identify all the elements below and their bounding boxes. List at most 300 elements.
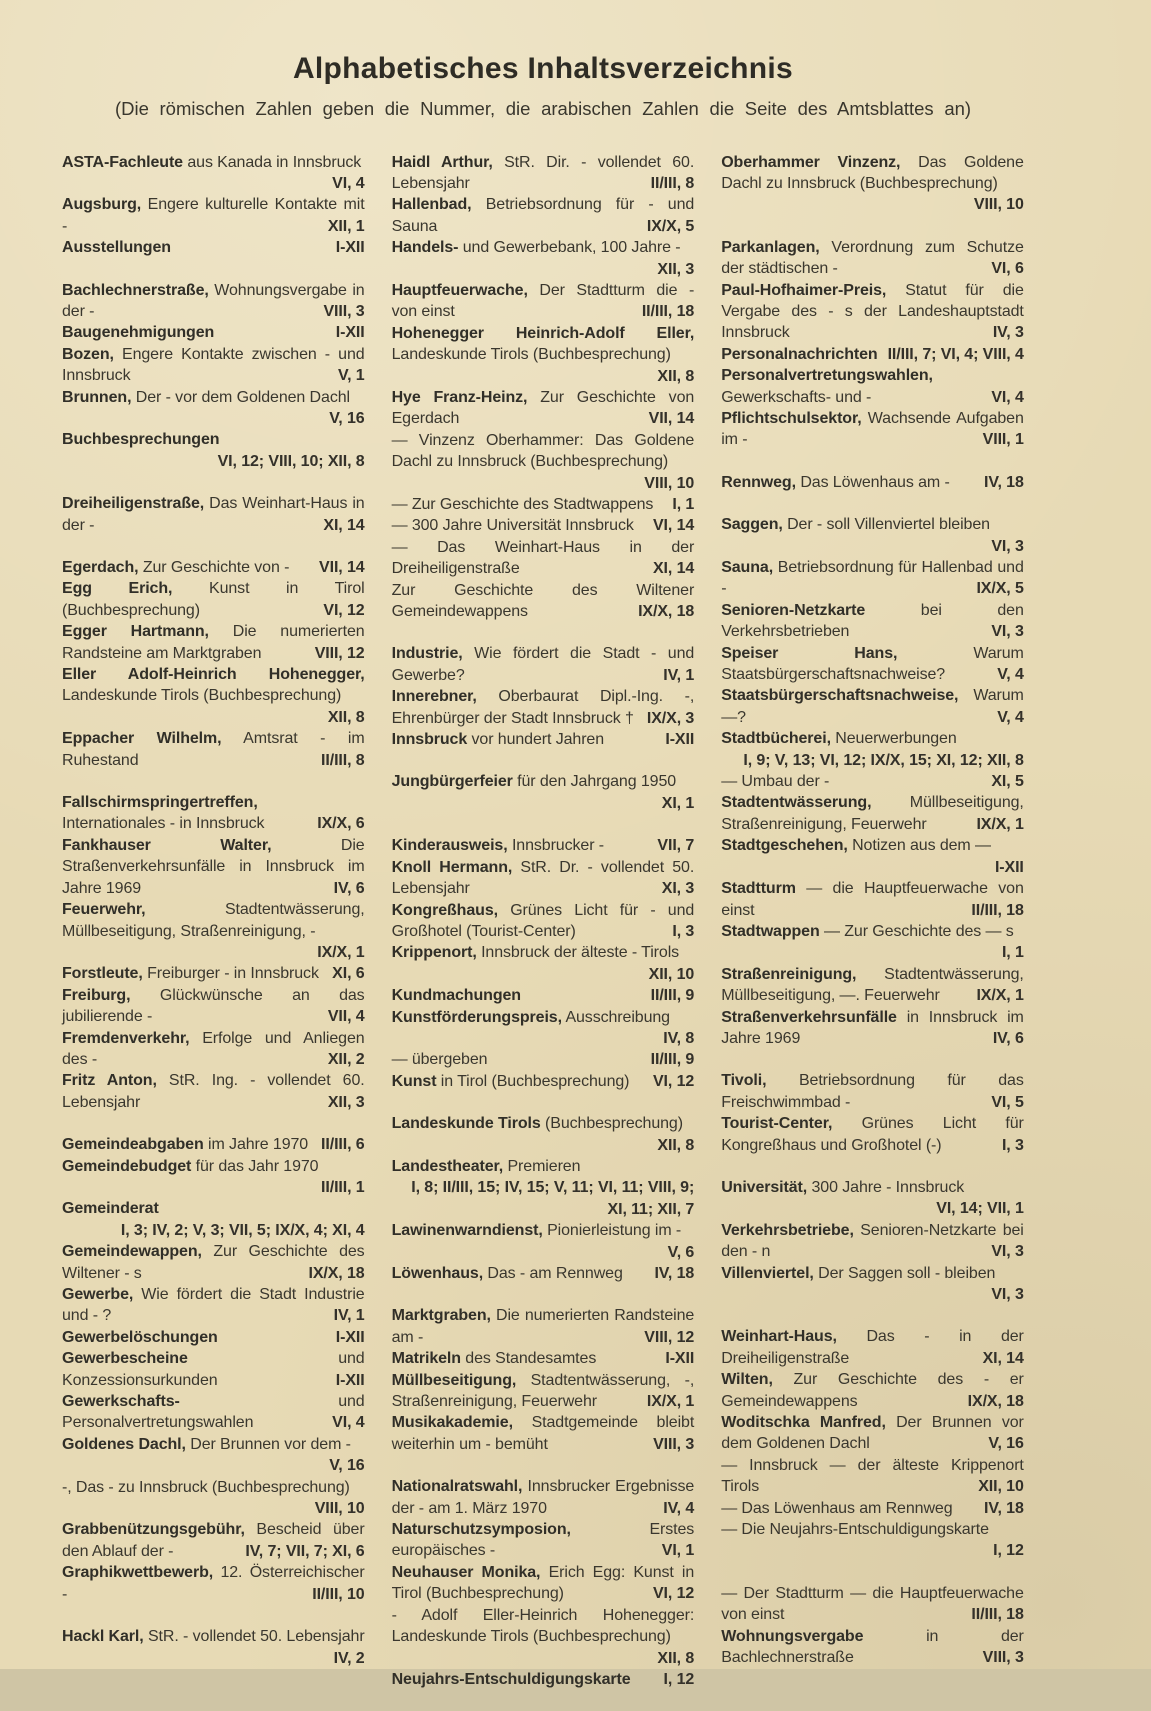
entry-reference: II/III, 18	[632, 301, 694, 322]
entry-headword: Fremdenverkehr,	[62, 1030, 189, 1047]
entry-headword: Gemeindeabgaben	[62, 1136, 204, 1153]
entry-headword: Fritz Anton,	[62, 1072, 157, 1089]
entry-text: StR. Dr. - vollendet 50. Lebensjahr	[392, 859, 695, 897]
entry-text: Glückwünsche an das jubilierende -	[62, 987, 365, 1025]
index-entry	[392, 1519, 695, 1562]
entry-text: Zur Geschichte von Egerdach	[392, 389, 695, 427]
entry-text: Landeskunde Tirols (Buchbesprechung)	[62, 687, 341, 704]
entry-headword: Straßenreinigung,	[721, 966, 856, 983]
entry-text: — Die Neujahrs-Entschuldigungskarte	[721, 1521, 989, 1538]
entry-text: Premieren	[507, 1158, 580, 1175]
entry-headword: Innsbruck	[392, 731, 468, 748]
entry-text: Grünes Licht für Kongreßhaus und Großhotel (-)	[721, 1115, 1024, 1153]
index-entry	[721, 408, 1024, 451]
entry-reference: VIII, 12	[634, 1327, 694, 1348]
entry-reference: VI, 4	[322, 1412, 364, 1433]
index-entry	[721, 1326, 1024, 1369]
index-entry	[721, 1455, 1024, 1498]
entry-reference: VIII, 1	[973, 429, 1024, 450]
index-entry	[62, 1477, 365, 1520]
index-entry	[721, 237, 1024, 280]
entry-reference: VI, 14; VII, 1	[926, 1198, 1024, 1219]
entry-headword: Eppacher Wilhelm,	[62, 730, 222, 747]
index-group	[392, 152, 695, 623]
entry-headword: Speiser Hans,	[721, 645, 897, 662]
entry-text: — die Hauptfeuerwache von einst	[721, 880, 1024, 918]
entry-reference: II/III, 10	[302, 1584, 364, 1605]
entry-headword: Personalvertretungswahlen,	[721, 367, 933, 384]
entry-reference: XII, 3	[647, 259, 694, 280]
entry-headword: Eller Adolf-Heinrich Hohenegger,	[62, 666, 365, 683]
entry-reference: I, 3	[662, 921, 694, 942]
entry-reference: VI, 3	[981, 1241, 1023, 1262]
entry-text: Das - in der Dreiheiligenstraße	[721, 1328, 1024, 1366]
entry-text: Das Löwenhaus am -	[800, 474, 949, 491]
index-entry	[721, 1519, 1024, 1562]
entry-text: in Innsbruck im Jahre 1969	[721, 1009, 1024, 1047]
entry-headword: Marktgraben,	[392, 1307, 491, 1324]
index-entry	[392, 280, 695, 323]
page-header	[62, 0, 1024, 120]
index-entry	[62, 1562, 365, 1605]
index-entry	[62, 429, 365, 472]
index-entry	[721, 835, 1024, 878]
entry-text: Engere Kontakte zwischen - und Innsbruck	[62, 346, 365, 384]
entry-text: Das - am Rennweg	[487, 1265, 622, 1282]
index-entry	[62, 493, 365, 536]
entry-text: Stadtentwässerung, Müllbeseitigung, —. Feuerwehr	[721, 966, 1024, 1004]
entry-reference: I-XII	[655, 729, 694, 750]
entry-headword: Lawinenwarndienst,	[392, 1222, 543, 1239]
entry-reference: I, 12	[654, 1669, 695, 1690]
entry-headword: Stadtbücherei,	[721, 730, 831, 747]
entry-headword: Egg Erich,	[62, 580, 172, 597]
index-entry	[62, 237, 365, 258]
entry-text: Freiburger - in Innsbruck	[147, 965, 319, 982]
entry-headword: Freiburg,	[62, 987, 130, 1004]
entry-text: 12. Österreichischer -	[62, 1564, 365, 1602]
entry-headword: Stadtentwässerung,	[721, 794, 871, 811]
entry-headword: Innerebner,	[392, 688, 477, 705]
entry-reference: IX/X, 1	[966, 985, 1023, 1006]
index-entry	[392, 1049, 695, 1070]
index-entry	[62, 280, 365, 323]
entry-text: Erstes europäisches -	[392, 1521, 695, 1559]
entry-text: Müllbeseitigung, Straßenreinigung, Feuerwehr	[721, 794, 1024, 832]
index-entry	[392, 1220, 695, 1263]
entry-text: bei den Verkehrsbetrieben	[721, 602, 1024, 640]
entry-text: in Tirol (Buchbesprechung)	[441, 1073, 630, 1090]
entry-text: Betriebsordnung für - und Sauna	[392, 196, 695, 234]
entry-reference: VII, 14	[639, 408, 695, 429]
entry-text: Senioren-Netzkarte bei den - n	[721, 1222, 1024, 1260]
entry-text: — Zur Geschichte des Stadtwappens	[392, 496, 654, 513]
entry-reference: XI, 3	[652, 878, 694, 899]
entry-headword: Woditschka Manfred,	[721, 1414, 886, 1431]
entry-reference: I, 1	[992, 942, 1024, 963]
entry-reference: IV, 6	[324, 878, 365, 899]
entry-reference: II/III, 8	[641, 173, 695, 194]
entry-headword: Stadtturm	[721, 880, 796, 897]
entry-text: 300 Jahre - Innsbruck	[812, 1179, 965, 1196]
entry-text: — Das Weinhart-Haus in der Dreiheiligenstraße	[392, 539, 695, 577]
entry-text: des Standesamtes	[465, 1350, 596, 1367]
entry-reference: XII, 1	[318, 216, 365, 237]
index-entry	[721, 685, 1024, 728]
entry-reference: XII, 3	[318, 1092, 365, 1113]
entry-headword: Universität,	[721, 1179, 807, 1196]
index-entry	[392, 237, 695, 280]
index-entry	[62, 1156, 365, 1199]
entry-headword: Industrie,	[392, 645, 463, 662]
entry-text: Oberbaurat Dipl.-Ing. -, Ehrenbürger der Stadt Innsbruck †	[392, 688, 695, 726]
index-entry	[392, 494, 695, 515]
index-entry	[62, 344, 365, 387]
entry-reference: VIII, 10	[634, 473, 694, 494]
index-entry	[62, 1327, 365, 1348]
index-entry	[392, 1113, 695, 1156]
entry-text: Statut für die Vergabe des - s der Landeshauptstadt Innsbruck	[721, 282, 1024, 342]
entry-reference: IX/X, 5	[966, 578, 1023, 599]
index-entry	[392, 835, 695, 856]
entry-reference: XII, 8	[647, 1648, 694, 1669]
entry-text: Wohnungsvergabe in der -	[62, 282, 365, 320]
entry-headword: Kundmachungen	[392, 987, 521, 1004]
entry-headword: Landestheater,	[392, 1158, 504, 1175]
entry-text: Wie fördert die Stadt - und Gewerbe?	[392, 645, 695, 683]
index-group	[62, 792, 365, 1113]
entry-text: (Buchbesprechung)	[545, 1115, 683, 1132]
entry-headword: Fankhauser Walter,	[62, 837, 271, 854]
index-group	[721, 1070, 1024, 1156]
index-entry	[62, 322, 365, 343]
entry-reference: IX/X, 18	[628, 601, 694, 622]
entry-headword: Müllbeseitigung,	[392, 1372, 517, 1389]
entry-reference: I, 8; II/III, 15; IV, 15; V, 11; VI, 11; VIII, 9; XI, 11; XII, 7	[392, 1177, 695, 1220]
entry-text: Der Brunnen vor dem -	[190, 1436, 351, 1453]
entry-reference: I-XII	[326, 1327, 365, 1348]
index-entry	[392, 1605, 695, 1669]
index-group	[721, 237, 1024, 451]
entry-headword: Kongreßhaus,	[392, 902, 498, 919]
entry-reference: VIII, 3	[643, 1434, 694, 1455]
index-group	[62, 557, 365, 771]
entry-reference: IV, 7; VII, 7; XI, 6	[235, 1541, 364, 1562]
entry-headword: Knoll Hermann,	[392, 859, 513, 876]
index-entry	[721, 728, 1024, 771]
entry-text: Stadtentwässerung, -, Straßenreinigung, Feuerwehr	[392, 1372, 695, 1410]
entry-headword: Wilten,	[721, 1371, 773, 1388]
index-entry	[392, 643, 695, 686]
entry-text: Der Brunnen vor dem Goldenen Dachl	[721, 1414, 1024, 1452]
entry-reference: XII, 2	[318, 1049, 365, 1070]
entry-reference: IX/X, 1	[307, 942, 364, 963]
entry-reference: II/III, 9	[641, 985, 695, 1006]
entry-reference: XI, 5	[981, 771, 1023, 792]
index-entry	[392, 323, 695, 387]
index-entry	[62, 1519, 365, 1562]
index-entry	[721, 1498, 1024, 1519]
entry-reference: II/III, 1	[311, 1177, 365, 1198]
entry-headword: Egger Hartmann,	[62, 623, 209, 640]
entry-headword: Pflichtschulsektor,	[721, 410, 861, 427]
entry-headword: Tivoli,	[721, 1072, 766, 1089]
index-entry	[721, 792, 1024, 835]
index-entry	[62, 1284, 365, 1327]
entry-headword: Hackl Karl,	[62, 1628, 144, 1645]
entry-headword: Neuhauser Monika,	[392, 1564, 541, 1581]
entry-headword: Hauptfeuerwache,	[392, 282, 528, 299]
entry-text: StR. - vollendet 50. Lebensjahr	[148, 1628, 365, 1645]
index-entry	[721, 152, 1024, 216]
entry-reference: VI, 5	[981, 1092, 1023, 1113]
index-entry	[392, 537, 695, 580]
index-entry	[392, 900, 695, 943]
entry-reference: VI, 12; VIII, 10; XII, 8	[208, 451, 365, 472]
index-entry	[721, 1369, 1024, 1412]
entry-reference: IV, 18	[974, 472, 1024, 493]
entry-headword: Gemeinderat	[62, 1200, 159, 1217]
entry-reference: I, 3; IV, 2; V, 3; VII, 5; IX/X, 4; XI, 4	[111, 1220, 365, 1241]
entry-text: Zur Geschichte von -	[143, 559, 290, 576]
index-entry	[62, 835, 365, 899]
index-entry	[721, 600, 1024, 643]
index-entry	[721, 1412, 1024, 1455]
entry-reference: IX/X, 1	[637, 1391, 694, 1412]
entry-reference: VI, 3	[981, 536, 1023, 557]
entry-reference: VI, 12	[313, 600, 364, 621]
entry-reference: IV, 1	[653, 665, 694, 686]
entry-text: Betriebsordnung für Hallenbad und -	[721, 559, 1024, 597]
entry-headword: Egerdach,	[62, 559, 138, 576]
entry-headword: Jungbürgerfeier	[392, 773, 513, 790]
entry-text: Verordnung zum Schutze der städtischen -	[721, 239, 1024, 277]
entry-headword: Sauna,	[721, 559, 773, 576]
entry-headword: Straßenverkehrsunfälle	[721, 1009, 897, 1026]
index-entry	[721, 1007, 1024, 1050]
index-columns	[62, 152, 1024, 1711]
entry-reference: I-XII	[326, 1370, 365, 1391]
index-entry	[62, 1626, 365, 1669]
index-entry	[392, 857, 695, 900]
index-entry	[392, 1562, 695, 1605]
entry-text: Zur Geschichte des Wiltener - s	[62, 1243, 365, 1281]
entry-text: Bescheid über den Ablauf der -	[62, 1521, 365, 1559]
entry-reference: V, 16	[319, 408, 364, 429]
entry-text: Zur Geschichte des - er Gemeindewappens	[721, 1371, 1024, 1409]
entry-reference: XII, 8	[318, 707, 365, 728]
entry-reference: V, 1	[328, 365, 365, 386]
index-entry	[392, 985, 695, 1006]
entry-headword: ASTA-Fachleute	[62, 154, 183, 171]
index-entry	[62, 557, 365, 578]
index-entry	[392, 686, 695, 729]
entry-headword: Nationalratswahl,	[392, 1478, 523, 1495]
entry-text: Die numerierten Randsteine am Marktgraben	[62, 623, 365, 661]
entry-headword: Personalnachrichten	[721, 346, 877, 363]
index-group	[392, 643, 695, 750]
entry-text: Wachsende Aufgaben im -	[721, 410, 1024, 448]
index-entry	[62, 728, 365, 771]
entry-text: für den Jahrgang 1950	[517, 773, 676, 790]
index-entry	[62, 152, 365, 195]
index-group	[62, 1134, 365, 1605]
entry-text: Stadtgemeinde bleibt weiterhin um - bemüht	[392, 1414, 695, 1452]
entry-headword: Verkehrsbetriebe,	[721, 1222, 854, 1239]
index-entry	[62, 1134, 365, 1155]
entry-reference: V, 6	[658, 1242, 695, 1263]
page-title: Alphabetisches Inhaltsverzeichnis	[62, 52, 1024, 87]
index-entry	[62, 1434, 365, 1477]
entry-text: Die Straßenverkehrsunfälle in Innsbruck im Jahre 1969	[62, 837, 365, 897]
entry-reference: VI, 4	[981, 387, 1023, 408]
entry-text: — Vinzenz Oberhammer: Das Goldene Dachl zu Innsbruck (Buchbesprechung)	[392, 432, 695, 470]
entry-headword: Handels-	[392, 239, 459, 256]
entry-headword: Kunst	[392, 1073, 437, 1090]
index-entry	[721, 771, 1024, 792]
entry-text: Innsbrucker -	[512, 837, 604, 854]
entry-reference: II/III, 18	[961, 900, 1023, 921]
entry-reference: I-XII	[326, 237, 365, 258]
index-group	[392, 1113, 695, 1284]
entry-headword: Hohenegger Heinrich-Adolf Eller,	[392, 325, 695, 342]
entry-headword: Buchbesprechungen	[62, 431, 219, 448]
entry-headword: Graphikwettbewerb,	[62, 1564, 213, 1581]
entry-text: Der - vor dem Goldenen Dachl	[136, 389, 350, 406]
entry-headword: Kinderausweis,	[392, 837, 508, 854]
entry-reference: VI, 14	[643, 515, 694, 536]
entry-text: - Adolf Eller-Heinrich Hohenegger: Landeskunde Tirols (Buchbesprechung)	[392, 1607, 695, 1645]
entry-reference: XI, 1	[652, 793, 694, 814]
index-entry	[392, 1370, 695, 1413]
index-entry	[62, 1348, 365, 1391]
index-entry	[392, 387, 695, 430]
index-group	[62, 280, 365, 473]
entry-headword: Oberhammer Vinzenz,	[721, 154, 900, 171]
entry-reference: IV, 1	[324, 1305, 365, 1326]
index-entry	[721, 643, 1024, 686]
entry-text: im Jahre 1970	[208, 1136, 308, 1153]
entry-headword: Landeskunde Tirols	[392, 1115, 541, 1132]
entry-headword: Stadtwappen	[721, 923, 819, 940]
entry-reference: IV, 18	[974, 1498, 1024, 1519]
index-column	[392, 152, 695, 1711]
entry-text: Der - soll Villenviertel bleiben	[787, 516, 990, 533]
entry-headword: Hye Franz-Heinz,	[392, 389, 528, 406]
entry-headword: Neujahrs-Entschuldigungskarte	[392, 1671, 631, 1688]
entry-headword: Ausstellungen	[62, 239, 171, 256]
index-group	[721, 1326, 1024, 1561]
entry-headword: Parkanlagen,	[721, 239, 819, 256]
index-group	[721, 1583, 1024, 1669]
entry-text: Amtsrat - im Ruhestand	[62, 730, 365, 768]
index-group	[392, 1305, 695, 1455]
index-entry	[62, 792, 365, 835]
index-group	[392, 1476, 695, 1690]
entry-headword: Musikakademie,	[392, 1414, 513, 1431]
entry-reference: VIII, 3	[973, 1647, 1024, 1668]
entry-reference: XI, 14	[313, 515, 364, 536]
index-group	[721, 472, 1024, 493]
entry-text: -, Das - zu Innsbruck (Buchbesprechung)	[62, 1479, 350, 1496]
entry-reference: IX/X, 18	[298, 1263, 364, 1284]
index-entry	[62, 578, 365, 621]
entry-headword: Gewerkschafts-	[62, 1393, 180, 1410]
index-entry	[721, 344, 1024, 365]
entry-reference: VII, 4	[318, 1006, 365, 1027]
index-entry	[392, 1476, 695, 1519]
index-entry	[392, 729, 695, 750]
index-entry	[721, 514, 1024, 557]
entry-text: Der Stadtturm die - von einst	[392, 282, 695, 320]
entry-text: — Das Löwenhaus am Rennweg	[721, 1500, 952, 1517]
entry-reference: IV, 3	[983, 322, 1024, 343]
entry-headword: Staatsbürgerschaftsnachweise,	[721, 687, 958, 704]
entry-reference: II/III, 9	[641, 1049, 695, 1070]
index-entry	[721, 1220, 1024, 1263]
entry-headword: Senioren-Netzkarte	[721, 602, 865, 619]
index-entry	[721, 1263, 1024, 1306]
index-entry	[392, 1007, 695, 1050]
entry-reference: V, 4	[987, 707, 1024, 728]
index-entry	[62, 985, 365, 1028]
entry-reference: IV, 6	[983, 1028, 1024, 1049]
entry-reference: I, 12	[983, 1540, 1024, 1561]
index-entry	[721, 964, 1024, 1007]
entry-reference: VI, 12	[643, 1071, 694, 1092]
entry-headword: Wohnungsvergabe	[721, 1628, 863, 1645]
entry-reference: IV, 4	[653, 1498, 694, 1519]
entry-text: Stadtentwässerung, Müllbeseitigung, Straßenreinigung, -	[62, 901, 365, 939]
index-group	[721, 1177, 1024, 1305]
entry-text: Notizen aus dem —	[852, 837, 991, 854]
entry-headword: Matrikeln	[392, 1350, 461, 1367]
entry-text: Das Weinhart-Haus in der -	[62, 495, 365, 533]
entry-text: in der Bachlechnerstraße	[721, 1628, 1024, 1666]
index-entry	[62, 1028, 365, 1071]
index-entry	[62, 1241, 365, 1284]
index-entry	[392, 515, 695, 536]
entry-text: und Personalvertretungswahlen	[62, 1393, 365, 1431]
entry-headword: Brunnen,	[62, 389, 131, 406]
entry-text: Innsbrucker Ergebnisse der - am 1. März 1970	[392, 1478, 695, 1516]
index-entry	[62, 194, 365, 237]
entry-text: und Gewerbebank, 100 Jahre -	[463, 239, 681, 256]
entry-reference: VII, 14	[309, 557, 365, 578]
entry-headword: Goldenes Dachl,	[62, 1436, 186, 1453]
entry-headword: Krippenort,	[392, 944, 477, 961]
index-entry	[721, 365, 1024, 408]
entry-headword: Tourist-Center,	[721, 1115, 832, 1132]
entry-headword: Bozen,	[62, 346, 114, 363]
entry-headword: Bachlechnerstraße,	[62, 282, 209, 299]
entry-headword: Naturschutzsymposion,	[392, 1521, 571, 1538]
index-entry	[721, 1113, 1024, 1156]
entry-reference: VI, 1	[652, 1540, 694, 1561]
entry-headword: Fallschirmspringertreffen,	[62, 794, 258, 811]
entry-headword: Paul-Hofhaimer-Preis,	[721, 282, 886, 299]
index-entry	[721, 921, 1024, 964]
entry-reference: II/III, 18	[961, 1604, 1023, 1625]
entry-reference: IX/X, 18	[958, 1391, 1024, 1412]
entry-reference: VI, 12	[643, 1583, 694, 1604]
index-entry	[721, 1177, 1024, 1220]
entry-reference: I, 3	[992, 1135, 1024, 1156]
entry-headword: Gewerbelöschungen	[62, 1329, 218, 1346]
entry-text: vor hundert Jahren	[472, 731, 605, 748]
index-entry	[392, 1305, 695, 1348]
index-entry	[62, 1391, 365, 1434]
